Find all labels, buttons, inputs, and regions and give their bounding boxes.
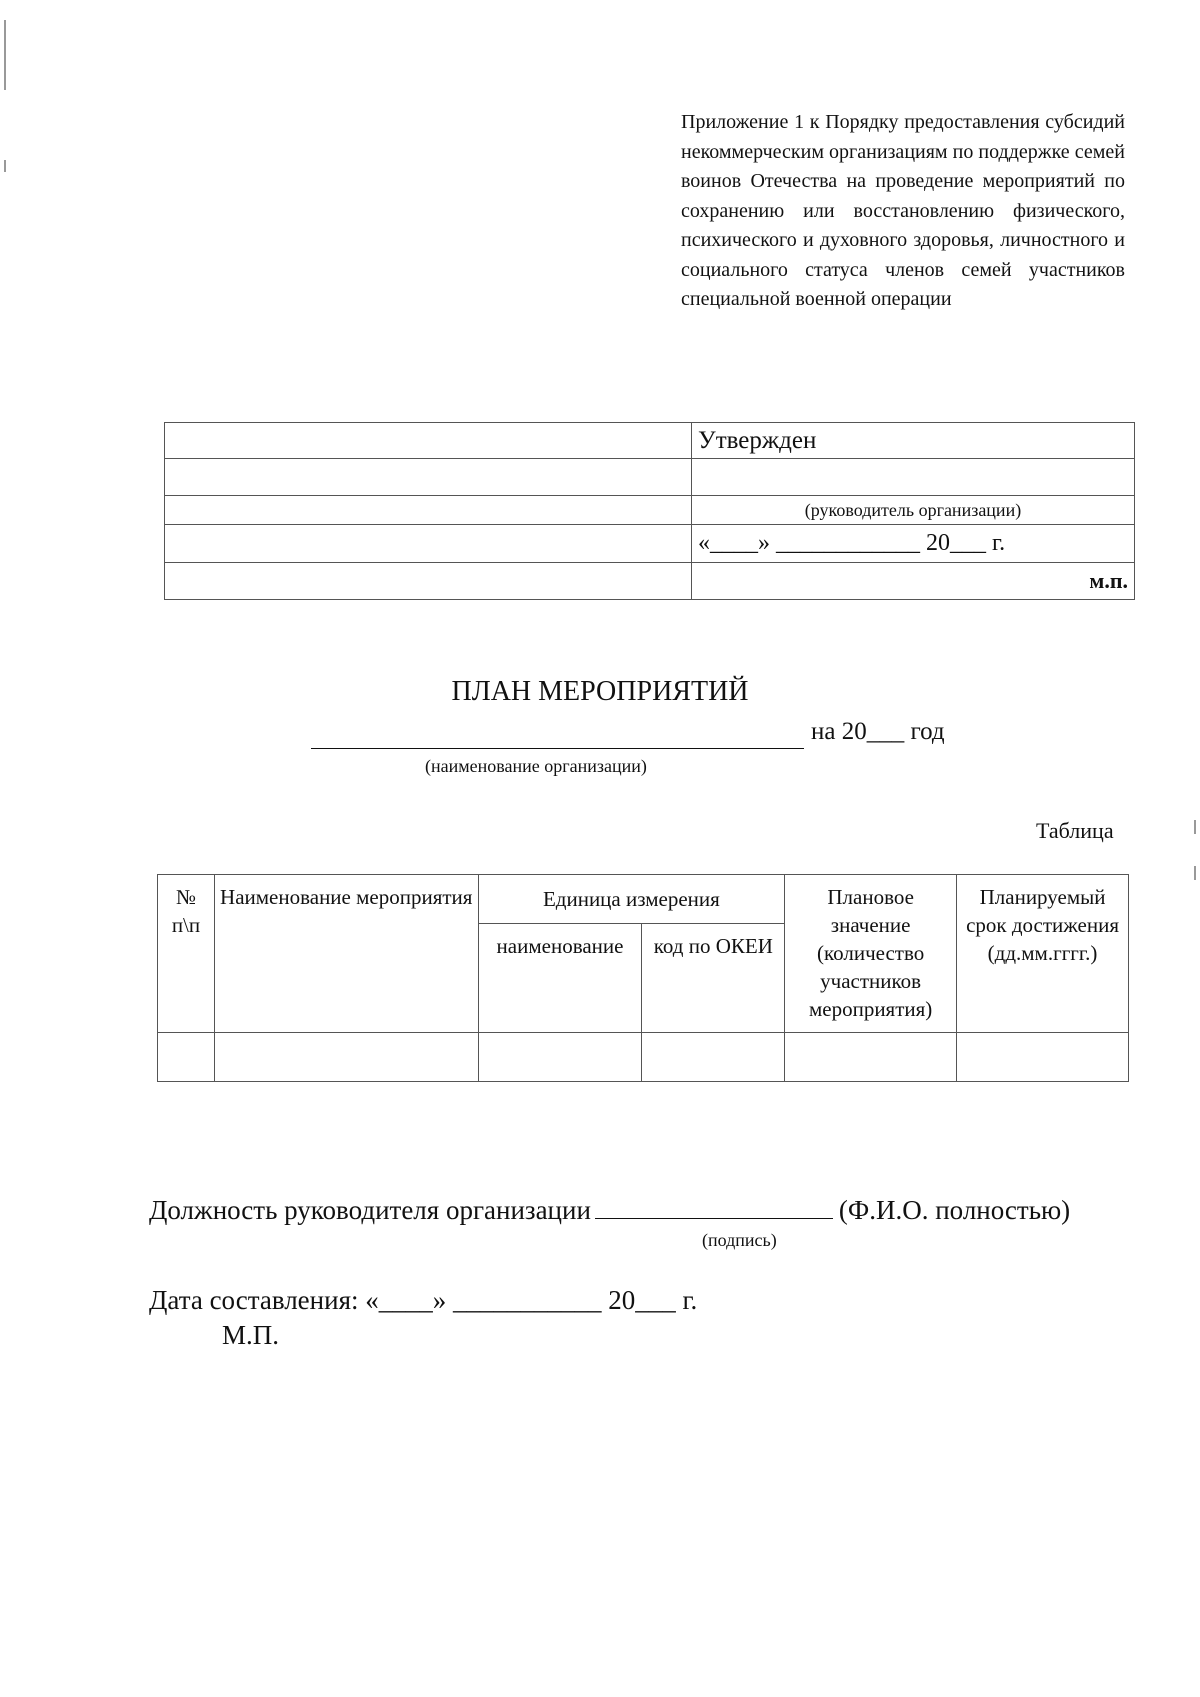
approval-left-cell xyxy=(165,563,692,600)
organization-name-label: (наименование организации) xyxy=(425,756,647,776)
scan-artifact-mark xyxy=(4,20,6,90)
compilation-stamp: М.П. xyxy=(222,1320,280,1350)
plan-year: на 20___ год xyxy=(811,718,945,745)
approval-left-cell xyxy=(165,423,692,459)
head-signature-line xyxy=(149,1195,1070,1226)
table-caption: Таблица xyxy=(1036,818,1114,843)
header-unit-name: наименование xyxy=(478,924,642,1033)
approval-stamp: м.п. xyxy=(692,563,1135,600)
compilation-date-line[interactable]: Дата составления: «____» ___________ 20___ г. xyxy=(149,1285,698,1315)
table-cell[interactable] xyxy=(478,1033,642,1082)
header-unit: Единица измерения xyxy=(478,875,785,924)
table-cell[interactable] xyxy=(642,1033,785,1082)
header-planned-value: Плановое значение (количество участников мероприятия) xyxy=(785,875,957,1033)
plan-title: ПЛАН МЕРОПРИЯТИЙ xyxy=(451,676,749,707)
approval-left-cell xyxy=(165,496,692,525)
signature-field[interactable] xyxy=(595,1196,833,1219)
header-event-name: Наименование мероприятия xyxy=(214,875,478,1033)
scan-artifact-mark xyxy=(1194,866,1196,880)
position-label: Должность руководителя организации xyxy=(149,1195,591,1225)
appendix-note: Приложение 1 к Порядку предоставления субсидий некоммерческим организациям по поддержке семей воинов Отечества на проведение мероприятий по сохранению или восстановлению физического, психического и духовного здоровья, личностного и социального статуса членов семей участников специальной военной операции xyxy=(681,111,1125,310)
events-table xyxy=(157,874,1129,1082)
approval-date-line[interactable]: «____» ____________ 20___ г. xyxy=(692,525,1135,563)
approval-title: Утвержден xyxy=(692,423,1135,459)
approval-left-cell xyxy=(165,459,692,496)
table-cell[interactable] xyxy=(158,1033,215,1082)
scan-artifact-mark xyxy=(1194,820,1196,834)
approval-head-signature-cell[interactable] xyxy=(692,459,1135,496)
table-cell[interactable] xyxy=(785,1033,957,1082)
header-num: № п\п xyxy=(158,875,215,1033)
full-name-label: (Ф.И.О. полностью) xyxy=(838,1195,1071,1225)
approval-left-cell xyxy=(165,525,692,563)
header-deadline: Планируемый срок достижения (дд.мм.гггг.) xyxy=(957,875,1129,1033)
table-cell[interactable] xyxy=(214,1033,478,1082)
table-cell[interactable] xyxy=(957,1033,1129,1082)
table-row xyxy=(158,1033,1129,1082)
approval-head-label: (руководитель организации) xyxy=(692,496,1135,525)
header-unit-code: код по ОКЕИ xyxy=(642,924,785,1033)
scan-artifact-mark xyxy=(4,160,6,172)
organization-name-field[interactable] xyxy=(311,718,804,749)
signature-label: (подпись) xyxy=(702,1230,777,1250)
approval-block xyxy=(164,422,1135,600)
